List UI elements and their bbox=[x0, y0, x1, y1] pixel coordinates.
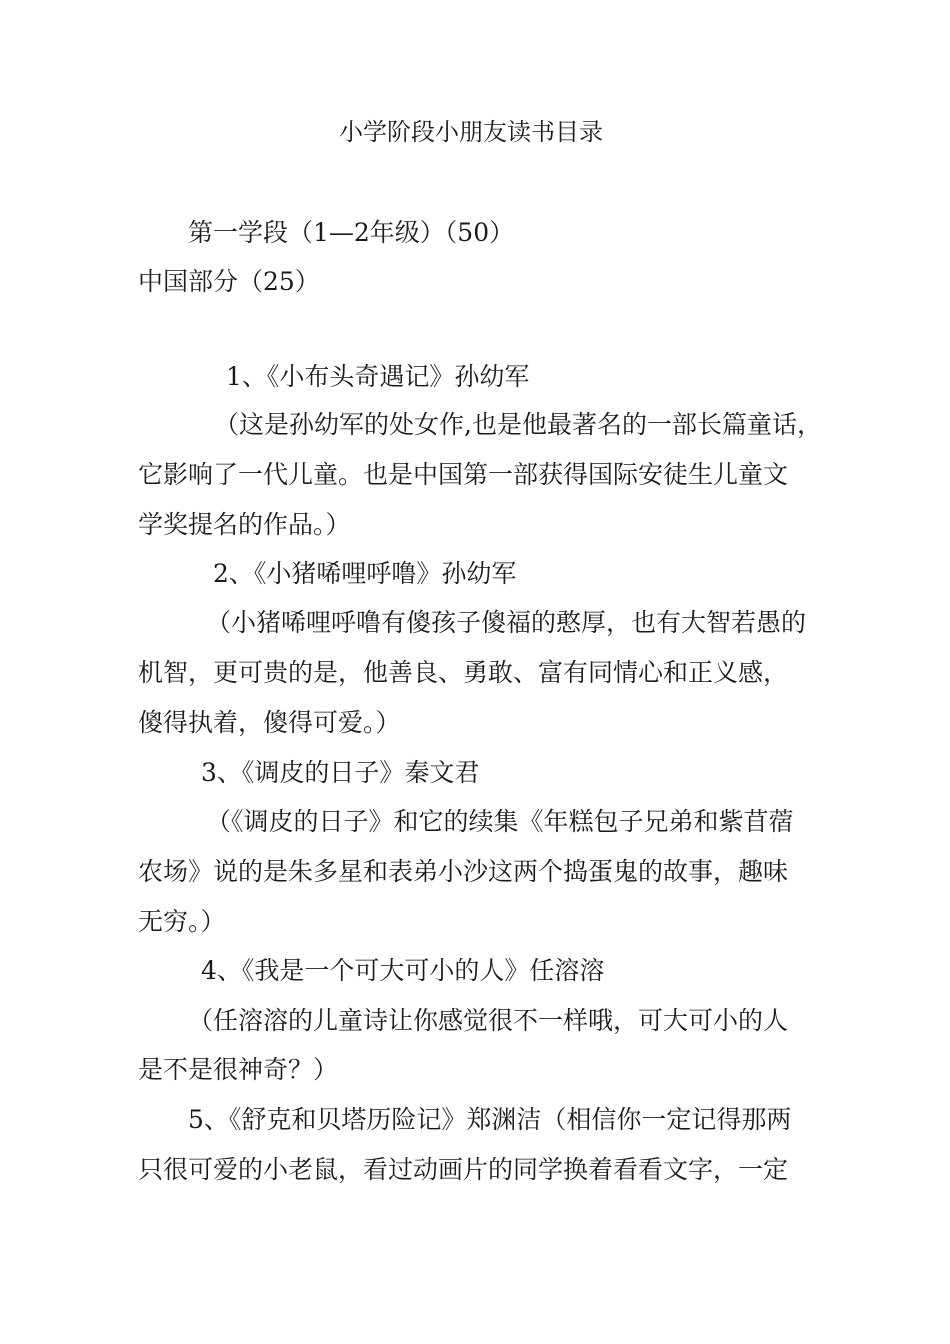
entry-1-desc-line: （这是孙幼军的处女作,也是他最著名的一部长篇童话， bbox=[214, 410, 822, 439]
document-title: 小学阶段小朋友读书目录 bbox=[339, 118, 603, 146]
entry-3-desc-line: （《调皮的日子》和它的续集《年糕包子兄弟和紫苜蓿 bbox=[206, 807, 794, 836]
entry-4-desc-line: （任溶溶的儿童诗让你感觉很不一样哦，可大可小的人 bbox=[188, 1006, 789, 1035]
entry-1-desc-line: 学奖提名的作品。） bbox=[138, 510, 351, 539]
entry-2-heading: 2、《小猪唏哩呼噜》孙幼军 bbox=[213, 559, 517, 588]
entry-4-heading: 4、《我是一个可大可小的人》任溶溶 bbox=[201, 956, 605, 985]
entry-2-desc-line: 傻得执着，傻得可爱。） bbox=[138, 708, 401, 737]
entry-5-heading-line: 只很可爱的小老鼠，看过动画片的同学换着看看文字，一定 bbox=[138, 1155, 789, 1184]
entry-3-heading: 3、《调皮的日子》秦文君 bbox=[201, 758, 480, 787]
entry-5-heading-line: 5、《舒克和贝塔历险记》郑渊洁（相信你一定记得那两 bbox=[188, 1105, 792, 1134]
section-heading: 第一学段（1—2年级）（50） bbox=[188, 218, 515, 247]
entry-1-heading: 1、《小布头奇遇记》孙幼军 bbox=[226, 362, 530, 391]
entry-2-desc-line: （小猪唏哩呼噜有傻孩子傻福的憨厚，也有大智若愚的 bbox=[206, 608, 807, 637]
entry-3-desc-line: 农场》说的是朱多星和表弟小沙这两个捣蛋鬼的故事，趣味 bbox=[138, 857, 789, 886]
entry-1-desc-line: 它影响了一代儿童。也是中国第一部获得国际安徒生儿童文 bbox=[138, 460, 789, 489]
entry-4-desc-line: 是不是很神奇？） bbox=[138, 1055, 339, 1084]
subsection-heading: 中国部分（25） bbox=[138, 267, 320, 296]
entry-2-desc-line: 机智，更可贵的是，他善良、勇敢、富有同情心和正义感， bbox=[138, 658, 789, 687]
entry-3-desc-line: 无穷。） bbox=[138, 907, 226, 936]
